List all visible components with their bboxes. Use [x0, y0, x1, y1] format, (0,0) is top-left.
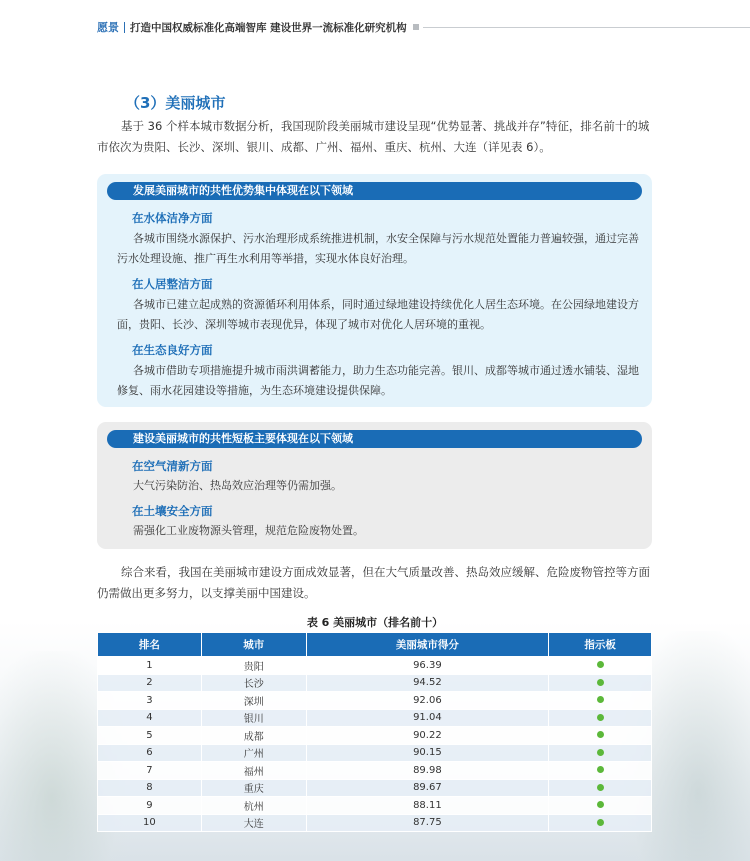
- status-dot-icon: [597, 819, 604, 826]
- rank-cell: 4: [98, 709, 202, 727]
- table-row: [98, 692, 652, 710]
- status-dot-icon: [597, 696, 604, 703]
- strength-text-ecology: 各城市借助专项措施提升城市雨洪调蓄能力，助力生态功能完善。银川、成都等城市通过透水铺装、湿地修复、雨水花园建设等措施，为生态环境建设提供保障。: [117, 364, 639, 397]
- status-dot-icon: [597, 679, 604, 686]
- header-city: 城市: [201, 633, 306, 657]
- strength-title-water: 在水体洁净方面: [132, 211, 213, 225]
- indicator-cell: [549, 744, 652, 762]
- score-cell: 89.67: [306, 779, 549, 797]
- rank-cell: 8: [98, 779, 202, 797]
- indicator-cell: [549, 779, 652, 797]
- table-caption: 表 6 美丽城市（排名前十）: [306, 616, 444, 629]
- weaknesses-banner: 建设美丽城市的共性短板主要体现在以下领域: [107, 430, 642, 448]
- rank-cell: 9: [98, 797, 202, 815]
- city-cell: 大连: [201, 814, 306, 832]
- table-header-row: [98, 633, 652, 657]
- city-cell: 贵阳: [201, 657, 306, 675]
- running-header: [97, 18, 750, 36]
- table-row: [98, 727, 652, 745]
- indicator-cell: [549, 657, 652, 675]
- ranking-table: [97, 632, 652, 832]
- table-row: [98, 797, 652, 815]
- city-cell: 福州: [201, 762, 306, 780]
- status-dot-icon: [597, 731, 604, 738]
- rank-cell: 5: [98, 727, 202, 745]
- score-cell: 92.06: [306, 692, 549, 710]
- weaknesses-box: [97, 422, 652, 549]
- city-cell: 广州: [201, 744, 306, 762]
- strength-title-living: 在人居整洁方面: [132, 277, 213, 291]
- section-title: （3）美丽城市: [125, 94, 226, 112]
- table-row: [98, 674, 652, 692]
- city-cell: 成都: [201, 727, 306, 745]
- status-dot-icon: [597, 749, 604, 756]
- rank-cell: 10: [98, 814, 202, 832]
- indicator-cell: [549, 762, 652, 780]
- status-dot-icon: [597, 661, 604, 668]
- rank-cell: 7: [98, 762, 202, 780]
- table-row: [98, 744, 652, 762]
- table-row: [98, 814, 652, 832]
- header-brand: 愿景: [97, 21, 119, 34]
- indicator-cell: [549, 797, 652, 815]
- table-row: [98, 709, 652, 727]
- header-separator: [124, 22, 125, 33]
- city-cell: 长沙: [201, 674, 306, 692]
- table-row: [98, 779, 652, 797]
- score-cell: 90.15: [306, 744, 549, 762]
- status-dot-icon: [597, 766, 604, 773]
- score-cell: 96.39: [306, 657, 549, 675]
- weakness-title-soil: 在土壤安全方面: [132, 504, 213, 518]
- indicator-cell: [549, 727, 652, 745]
- strengths-banner: 发展美丽城市的共性优势集中体现在以下领域: [107, 182, 642, 200]
- strength-text-water: 各城市围绕水源保护、污水治理形成系统推进机制，水安全保障与污水规范处置能力普遍较强，通过完善污水处理设施、推广再生水利用等举措，实现水体良好治理。: [117, 232, 639, 265]
- header-rule: [423, 27, 750, 28]
- indicator-cell: [549, 709, 652, 727]
- rank-cell: 2: [98, 674, 202, 692]
- indicator-cell: [549, 692, 652, 710]
- header-square-icon: [413, 24, 419, 30]
- status-dot-icon: [597, 784, 604, 791]
- score-cell: 91.04: [306, 709, 549, 727]
- strength-title-ecology: 在生态良好方面: [132, 343, 213, 357]
- weakness-text-air: 大气污染防治、热岛效应治理等仍需加强。: [133, 479, 342, 492]
- city-cell: 杭州: [201, 797, 306, 815]
- weakness-title-air: 在空气清新方面: [132, 459, 213, 473]
- score-cell: 88.11: [306, 797, 549, 815]
- header-indicator: 指示板: [549, 633, 652, 657]
- header-score: 美丽城市得分: [306, 633, 549, 657]
- rank-cell: 6: [98, 744, 202, 762]
- indicator-cell: [549, 674, 652, 692]
- table-row: [98, 657, 652, 675]
- score-cell: 90.22: [306, 727, 549, 745]
- table-row: [98, 762, 652, 780]
- header-rank: 排名: [98, 633, 202, 657]
- city-cell: 深圳: [201, 692, 306, 710]
- rank-cell: 1: [98, 657, 202, 675]
- city-cell: 银川: [201, 709, 306, 727]
- city-cell: 重庆: [201, 779, 306, 797]
- header-tagline: 打造中国权威标准化高端智库 建设世界一流标准化研究机构: [130, 21, 407, 34]
- weakness-text-soil: 需强化工业废物源头管理，规范危险废物处置。: [133, 524, 364, 537]
- intro-paragraph: 基于 36 个样本城市数据分析，我国现阶段美丽城市建设呈现“优势显著、挑战并存”特征，排名前十的城市依次为贵阳、长沙、深圳、银川、成都、广州、福州、重庆、杭州、大连（详见表 6）。: [97, 119, 650, 154]
- conclusion-paragraph: 综合来看，我国在美丽城市建设方面成效显著，但在大气质量改善、热岛效应缓解、危险废物管控等方面仍需做出更多努力，以支撑美丽中国建设。: [97, 565, 650, 600]
- strengths-box: [97, 174, 652, 407]
- rank-cell: 3: [98, 692, 202, 710]
- score-cell: 89.98: [306, 762, 549, 780]
- status-dot-icon: [597, 801, 604, 808]
- status-dot-icon: [597, 714, 604, 721]
- indicator-cell: [549, 814, 652, 832]
- strength-text-living: 各城市已建立起成熟的资源循环利用体系，同时通过绿地建设持续优化人居生态环境。在公园绿地建设方面，贵阳、长沙、深圳等城市表现优异，体现了城市对优化人居环境的重视。: [117, 298, 639, 331]
- score-cell: 94.52: [306, 674, 549, 692]
- score-cell: 87.75: [306, 814, 549, 832]
